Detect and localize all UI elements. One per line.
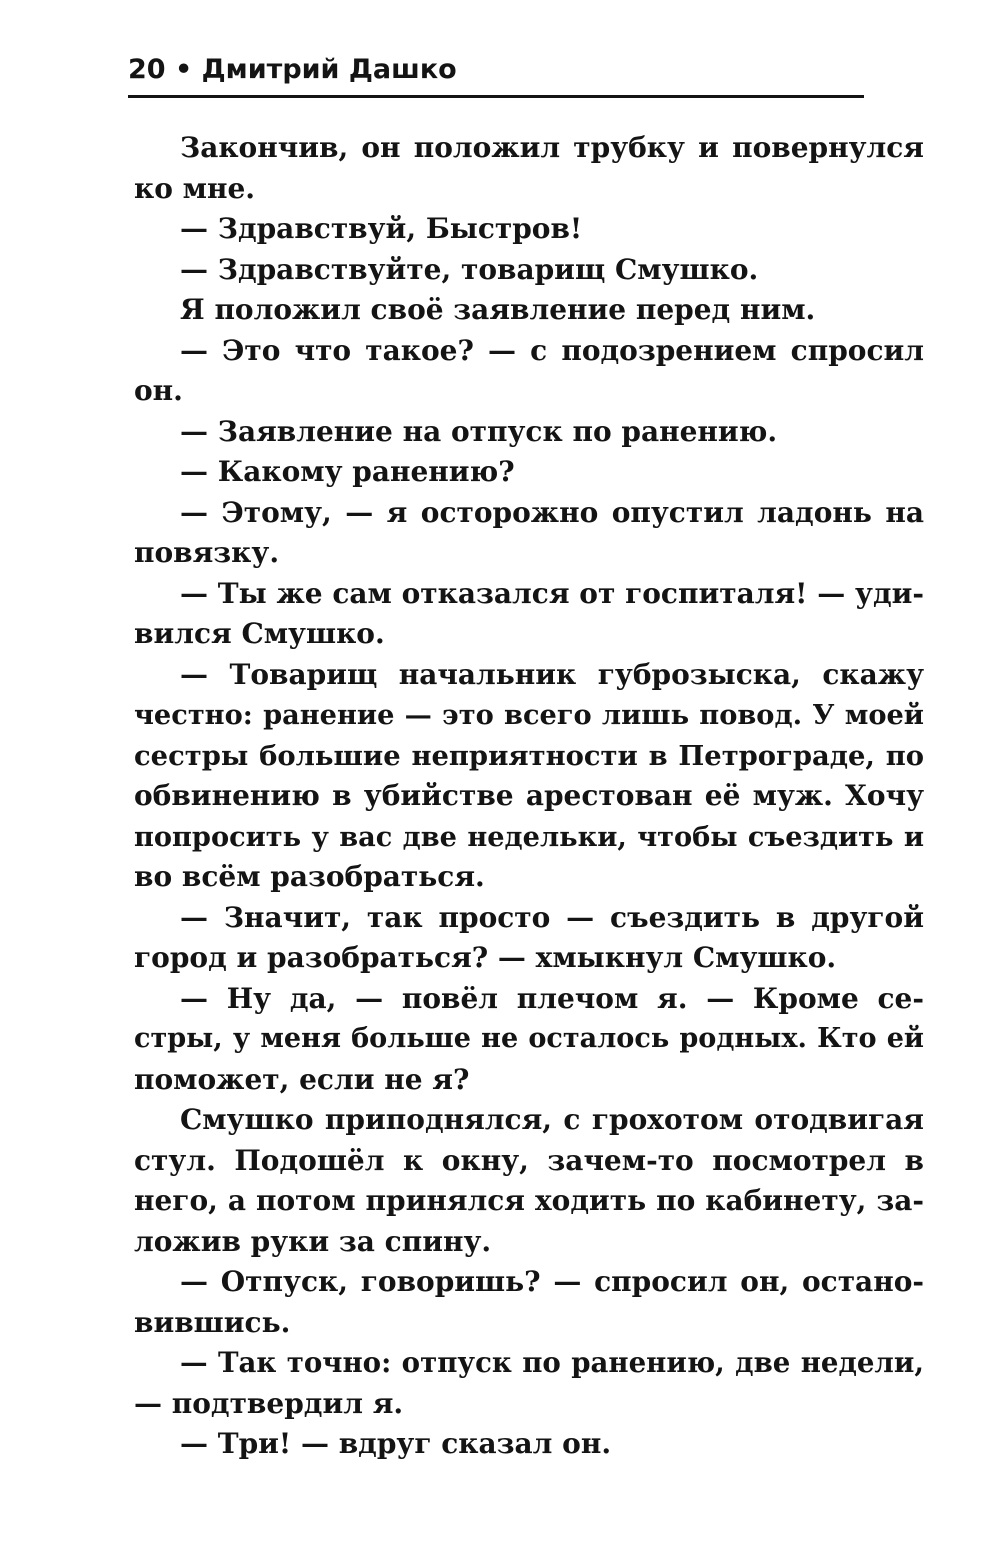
text-line: честно: ранение — это всего лишь повод. У моей [134,699,924,731]
text-line: сестры большие неприятности в Петрограде, по [134,739,924,772]
text-line: — подтвердил я. [134,1386,404,1420]
text-line: — Ну да, — повёл плечом я. — Кроме се- [180,981,924,1015]
text-line: — Товарищ начальник губрозыска, скажу [180,657,924,691]
text-line: во всём разобраться. [134,860,485,893]
text-line: — Это что такое? — с подозрением спросил [180,333,924,367]
text-line: — Этому, — я осторожно опустил ладонь на [180,495,924,529]
text-line: вился Смушко. [134,617,385,650]
text-line: — Здравствуйте, товарищ Смушко. [180,252,759,286]
text-line: повязку. [134,536,280,569]
text-line: него, а потом принялся ходить по кабинету, за- [134,1184,924,1217]
text-line: — Какому ранению? [180,455,515,488]
text-line: он. [134,374,183,407]
body-text [134,128,924,1465]
text-line: — Отпуск, говоришь? — спросил он, остано- [180,1265,924,1298]
text-line: — Ты же сам отказался от госпиталя! — уди- [180,576,924,610]
text-line: — Три! — вдруг сказал он. [180,1427,612,1460]
text-line: стул. Подошёл к окну, зачем-то посмотрел в [134,1143,924,1177]
text-line: вившись. [134,1305,291,1339]
text-line: — Значит, так просто — съездить в другой [180,900,924,934]
running-head: 20 • Дмитрий Дашко [128,50,864,98]
text-line: Смушко приподнялся, с грохотом отодвигая [180,1103,924,1136]
text-line: — Так точно: отпуск по ранению, две недели, [180,1346,924,1379]
text-line: стры, у меня больше не осталось родных. Кто ей [134,1023,924,1054]
text-line: — Здравствуй, Быстров! [180,212,583,245]
text-line: ко мне. [134,171,256,205]
text-line: поможет, если не я? [134,1062,470,1096]
text-line: — Заявление на отпуск по ранению. [180,414,778,448]
text-line: ложив руки за спину. [134,1224,492,1258]
text-line: Я положил своё заявление перед ним. [180,293,816,326]
text-line: город и разобраться? — хмыкнул Смушко. [134,941,837,974]
text-line: Закончив, он положил трубку и повернулся [180,131,924,164]
text-line: попросить у вас две недельки, чтобы съездить и [134,820,924,853]
text-line: обвинению в убийстве арестован её муж. Хочу [134,779,924,812]
